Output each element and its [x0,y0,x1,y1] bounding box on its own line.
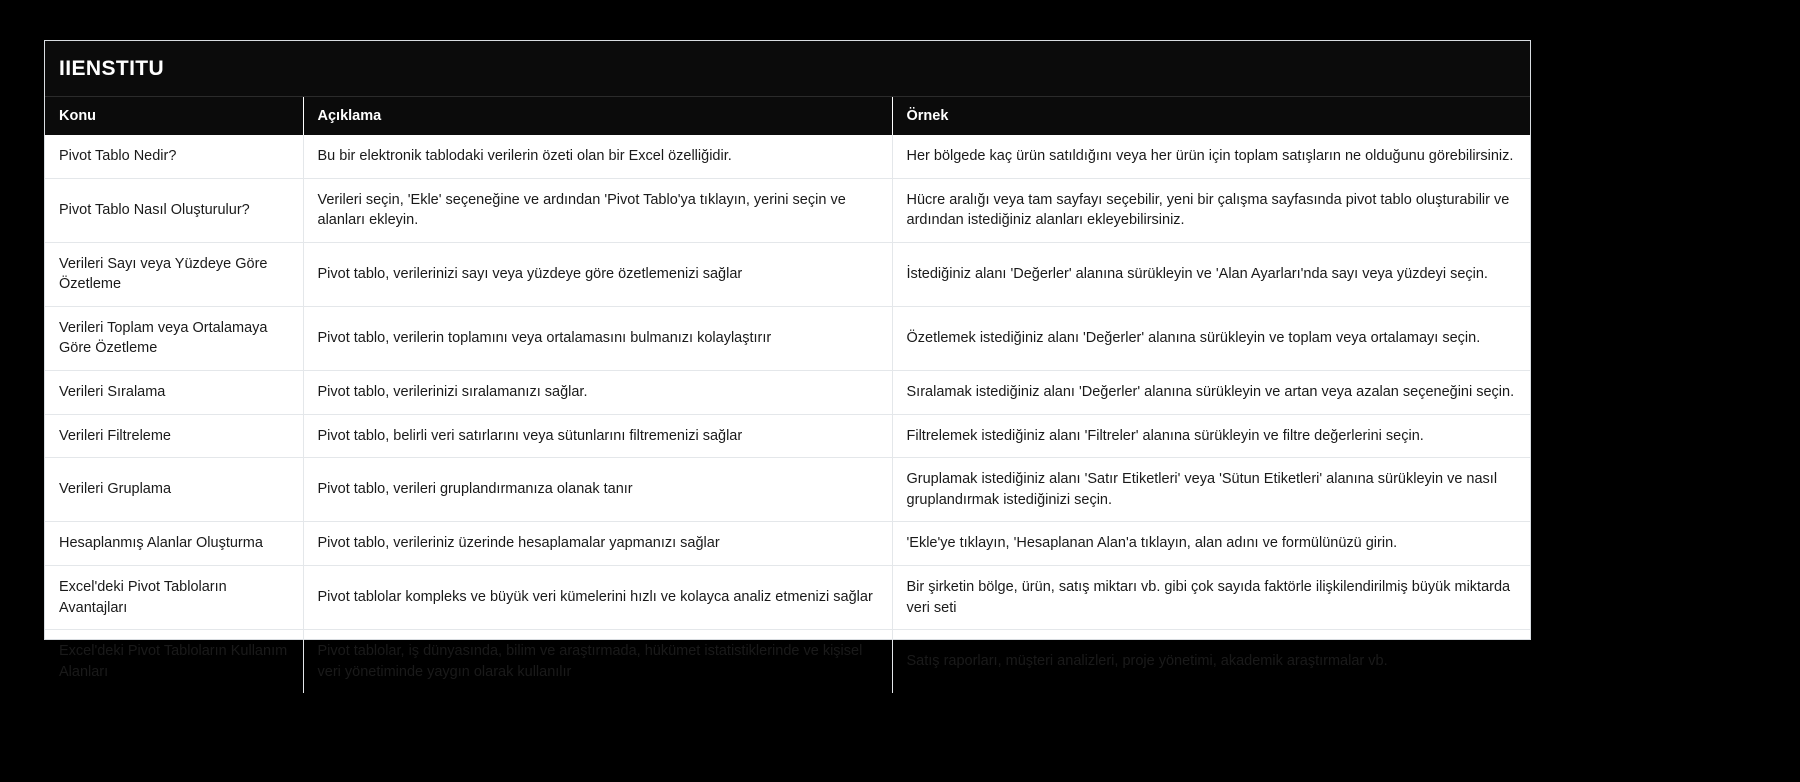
cell-aciklama [303,630,892,694]
cell-aciklama-text: Verileri seçin, 'Ekle' seçeneğine ve ardından 'Pivot Tablo'ya tıklayın, yerini seçin ve alanları ekleyin. [317,191,850,229]
cell-ornek-text: Sıralamak istediğiniz alanı 'Değerler' alanına sürükleyin ve artan veya azalan seçeneğini seçin. [906,384,1515,401]
cell-ornek [892,135,1530,178]
column-header-ornek: Örnek [892,97,1530,135]
cell-ornek [892,630,1530,694]
cell-ornek [892,242,1530,306]
cell-konu [45,178,303,242]
cell-ornek-text: Hücre aralığı veya tam sayfayı seçebilir, yeni bir çalışma sayfasında pivot tablo oluşturabilir ve ardından istediğiniz alanları ekleyebilirsiniz. [906,191,1510,229]
table-row [45,135,1530,178]
cell-aciklama [303,565,892,629]
table-body [45,135,1530,693]
cell-ornek [892,371,1530,415]
table-row [45,306,1530,370]
cell-konu-text: Hesaplanmış Alanlar Oluşturma [59,535,263,552]
cell-ornek-text: Her bölgede kaç ürün satıldığını veya her ürün için toplam satışların ne olduğunu görebilirsiniz. [906,148,1514,164]
cell-konu [45,242,303,306]
cell-aciklama [303,371,892,415]
cell-ornek-text: 'Ekle'ye tıklayın, 'Hesaplanan Alan'a tıklayın, alan adını ve formülünüzü girin. [906,535,1398,552]
table-header-row [45,97,1530,135]
table-row [45,371,1530,415]
cell-aciklama-text: Pivot tablo, verilerin toplamını veya ortalamasını bulmanızı kolaylaştırır [317,330,772,347]
column-header-aciklama: Açıklama [303,97,892,135]
table-header [45,97,1530,135]
cell-konu-text: Verileri Gruplama [59,481,172,498]
cell-ornek [892,565,1530,629]
table-row [45,178,1530,242]
cell-konu [45,371,303,415]
cell-konu [45,306,303,370]
cell-aciklama-text: Pivot tablo, verileriniz üzerinde hesaplamalar yapmanızı sağlar [317,535,720,552]
cell-konu-text: Pivot Tablo Nedir? [59,148,177,164]
cell-ornek-text: Bir şirketin bölge, ürün, satış miktarı vb. gibi çok sayıda faktörle ilişkilendirilmiş büyük miktarda veri seti [906,578,1511,616]
column-header-konu: Konu [45,97,303,135]
cell-ornek [892,458,1530,522]
table-row [45,458,1530,522]
table-row [45,242,1530,306]
cell-konu [45,630,303,694]
cell-konu-text: Verileri Sıralama [59,384,166,401]
cell-konu-text: Verileri Filtreleme [59,427,171,444]
cell-konu [45,458,303,522]
cell-konu-text: Pivot Tablo Nasıl Oluşturulur? [59,201,250,218]
cell-konu [45,565,303,629]
cell-aciklama-text: Pivot tablolar, iş dünyasında, bilim ve araştırmada, hükümet istatistiklerinde ve kişisel veri yönetiminde yaygın olarak kullanılır [317,643,867,680]
cell-aciklama [303,135,892,178]
cell-aciklama [303,522,892,566]
cell-aciklama-text: Pivot tablo, verileri gruplandırmanıza olanak tanır [317,481,633,498]
cell-aciklama [303,178,892,242]
brand-title: IIENSTITU [59,57,165,80]
cell-ornek-text: İstediğiniz alanı 'Değerler' alanına sürükleyin ve 'Alan Ayarları'nda sayı veya yüzdeyi seçin. [906,266,1488,283]
cell-aciklama-text: Pivot tablolar kompleks ve büyük veri kümelerini hızlı ve kolayca analiz etmenizi sağlar [317,589,873,606]
cell-aciklama [303,458,892,522]
cell-ornek-text: Özetlemek istediğiniz alanı 'Değerler' alanına sürükleyin ve toplam veya ortalamayı seçin. [906,330,1481,347]
table-row [45,522,1530,566]
cell-konu-text: Excel'deki Pivot Tabloların Kullanım Alanları [59,643,291,680]
cell-konu [45,414,303,458]
cell-aciklama [303,306,892,370]
cell-ornek [892,306,1530,370]
pivot-table-card [44,40,1531,680]
table-row [45,565,1530,629]
cell-aciklama-text: Pivot tablo, verilerinizi sıralamanızı sağlar. [317,384,588,401]
cell-ornek [892,522,1530,566]
brand-bar [45,41,1530,97]
cell-konu-text: Verileri Sayı veya Yüzdeye Göre Özetleme [59,255,272,293]
cell-konu [45,135,303,178]
cell-aciklama-text: Pivot tablo, belirli veri satırlarını veya sütunlarını filtremenizi sağlar [317,427,743,444]
cell-ornek [892,414,1530,458]
cell-aciklama [303,414,892,458]
cell-ornek [892,178,1530,242]
cell-konu [45,522,303,566]
table-row [45,630,1530,694]
cell-ornek-text: Filtrelemek istediğiniz alanı 'Filtreler' alanına sürükleyin ve filtre değerlerini seçin. [906,427,1424,444]
cell-aciklama-text: Pivot tablo, verilerinizi sayı veya yüzdeye göre özetlemenizi sağlar [317,266,743,283]
cell-aciklama-text: Bu bir elektronik tablodaki verilerin özeti olan bir Excel özelliğidir. [317,148,732,164]
cell-aciklama [303,242,892,306]
cell-ornek-text: Gruplamak istediğiniz alanı 'Satır Etiketleri' veya 'Sütun Etiketleri' alanına sürükleyin ve nasıl gruplandırmak istediğinizi seçin. [906,471,1498,508]
cell-konu-text: Verileri Toplam veya Ortalamaya Göre Özetleme [59,319,272,357]
cell-ornek-text: Satış raporları, müşteri analizleri, proje yönetimi, akademik araştırmalar vb. [906,653,1388,670]
table-row [45,414,1530,458]
pivot-reference-table [45,97,1530,693]
cell-konu-text: Excel'deki Pivot Tabloların Avantajları [59,578,230,616]
